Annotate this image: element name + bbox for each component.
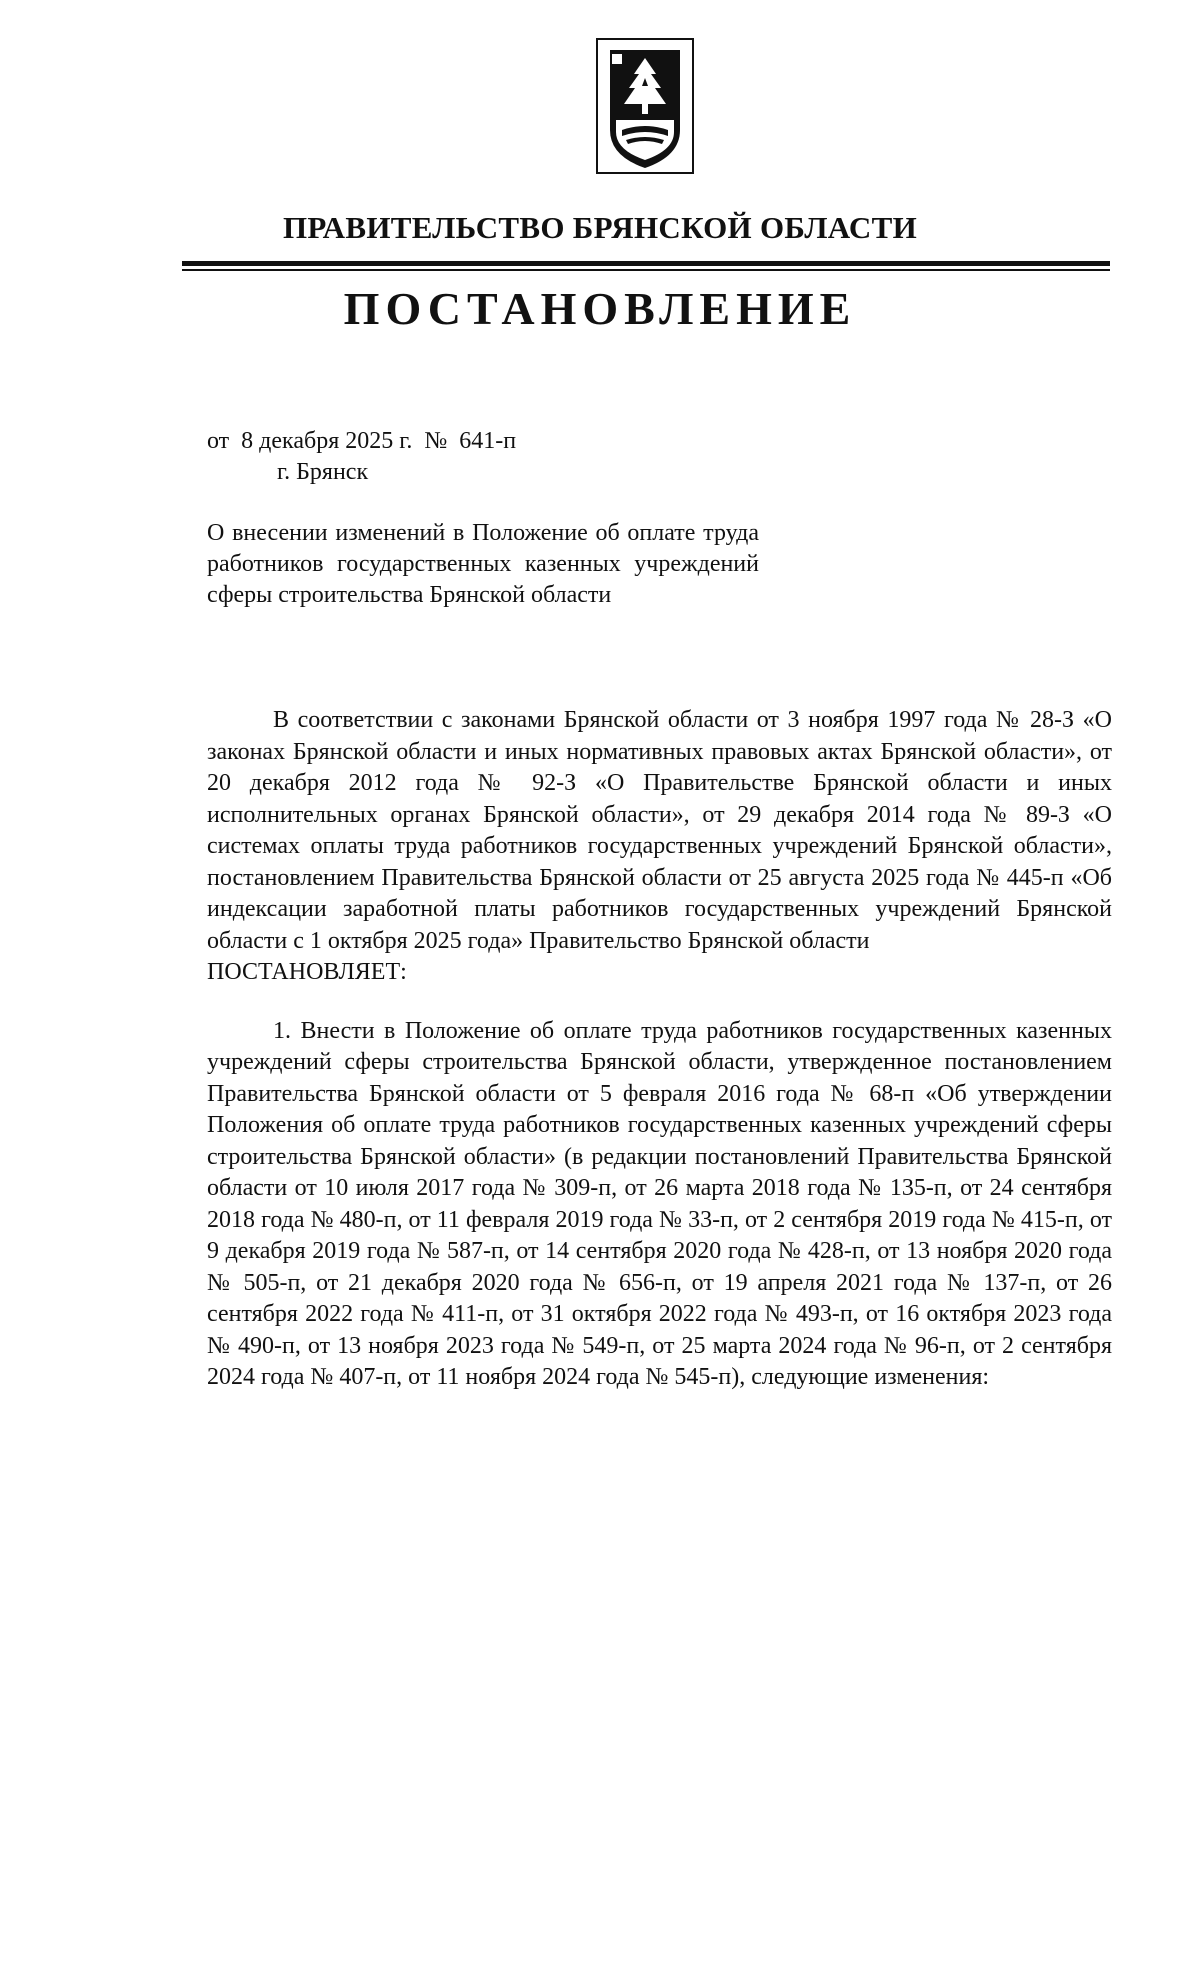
bryansk-coat-of-arms-icon [596,38,694,174]
document-date-number: от 8 декабря 2025 г. № 641-п [207,428,517,454]
document-body [207,705,1112,1394]
preamble-paragraph: В соответствии с законами Брянской области от 3 ноября 1997 года № 28-З «О законах Брянской области и иных нормативных правовых актах Брянской области», от 20 декабря 2012 года № 92-З «О Правительстве Брянской области и иных исполнительных органах Брянской области», от 29 декабря 2014 года № 89-З «О системах оплаты труда работников государственных учреждений Брянской области», постановлением Правительства Брянской области от 25 августа 2025 года № 445-п «Об индексации заработной платы работников государственных учреждений Брянской области с 1 октября 2025 года» Правительство Брянской области [207,707,1112,954]
decree-word: ПОСТАНОВЛЯЕТ: [207,959,407,985]
document-city: г. Брянск [277,459,369,485]
header-divider-thick [182,261,1110,266]
organization-name: ПРАВИТЕЛЬСТВО БРЯНСКОЙ ОБЛАСТИ [282,210,918,245]
document-type-title: ПОСТАНОВЛЕНИЕ [343,283,857,334]
item-1-paragraph: 1. Внести в Положение об оплате труда работников государственных казенных учреждений сферы строительства Брянской области, утвержденное постановлением Правительства Брянской области от 5 февраля 2016 года № 68-п «Об утверждении Положения об оплате труда работников государственных казенных учреждений сферы строительства Брянской области» (в редакции постановлений Правительства Брянской области от 10 июля 2017 года № 309-п, от 26 марта 2018 года № 135-п, от 24 сентября 2018 года № 480-п, от 11 февраля 2019 года № 33-п, от 2 сентября 2019 года № 415-п, от 9 декабря 2019 года № 587-п, от 14 сентября 2020 года № 428-п, от 13 ноября 2020 года № 505-п, от 21 декабря 2020 года № 656-п, от 19 апреля 2021 года № 137-п, от 26 сентября 2022 года № 411-п, от 31 октября 2022 года № 493-п, от 16 октября 2023 года № 490-п, от 13 ноября 2023 года № 549-п, от 25 марта 2024 года № 96-п, от 2 сентября 2024 года № 407-п, от 11 ноября 2024 года № 545-п), следующие изменения: [207,1017,1112,1390]
document-subject: О внесении изменений в Положение об оплате труда работников государственных казенных учреждений сферы строительства Брянской области [207,520,759,608]
document-meta [207,426,516,488]
header-divider-thin [182,269,1110,271]
